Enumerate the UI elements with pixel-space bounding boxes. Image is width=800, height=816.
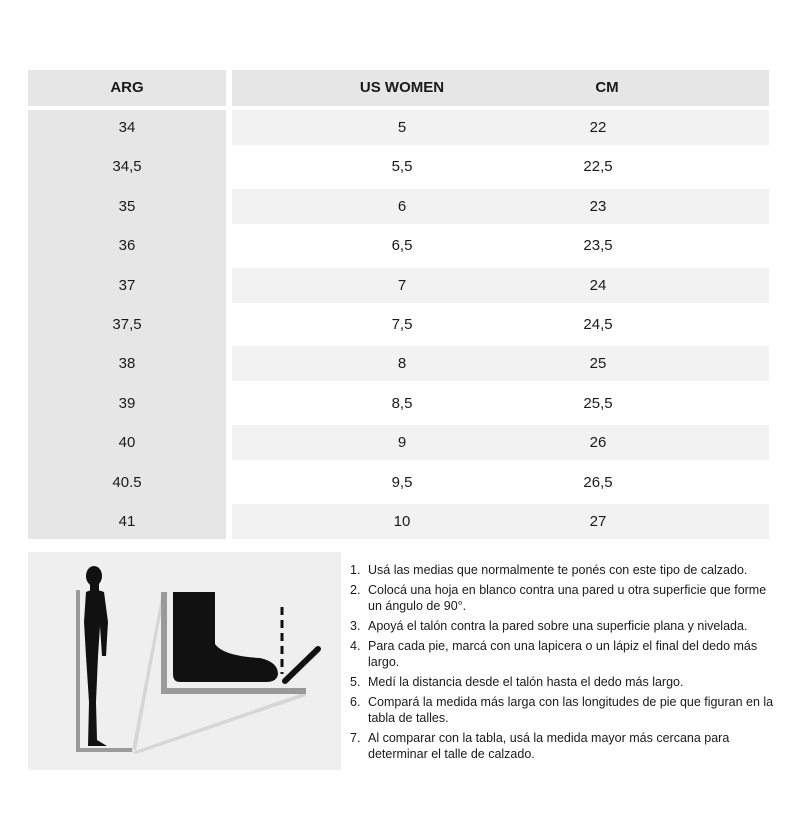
cell-arg: 40 [118, 434, 136, 452]
cell-arg: 41 [118, 513, 136, 530]
cell-cm: 26,5 [583, 473, 613, 491]
instruction-text: Medí la distancia desde el talón hasta el dedo más largo. [368, 675, 684, 689]
table-row [28, 465, 769, 500]
instruction-number: 2. [350, 583, 361, 597]
table-row [28, 386, 769, 421]
row-bg [232, 268, 769, 303]
cell-cm: 25 [589, 355, 607, 373]
cell-us-women: 6 [397, 197, 407, 215]
row-bg [232, 346, 769, 381]
row-bg [232, 110, 769, 145]
cell-arg: 38 [118, 355, 136, 373]
row-bg [232, 228, 769, 263]
cell-us-women: 10 [393, 513, 411, 530]
instruction-item [348, 562, 778, 578]
cell-us-women: 7 [397, 276, 407, 294]
cell-arg: 37 [118, 276, 136, 294]
instruction-text: Compará la medida más larga con las longitudes de pie que figuran en la tabla de talles. [368, 695, 774, 725]
table-row [28, 228, 769, 263]
table-row [28, 346, 769, 381]
row-bg [232, 189, 769, 224]
instruction-number: 4. [350, 639, 361, 653]
row-bg [232, 149, 769, 184]
instruction-item [348, 638, 778, 670]
instructions-list [348, 562, 778, 766]
table-row [28, 149, 769, 184]
header-right [232, 70, 769, 106]
instruction-item [348, 674, 778, 690]
cell-cm: 22,5 [583, 158, 613, 176]
instruction-text: Colocá una hoja en blanco contra una pared u otra superficie que forme un ángulo de 90°. [368, 583, 767, 613]
row-bg [232, 307, 769, 342]
row-bg [232, 465, 769, 500]
instruction-item [348, 618, 778, 634]
table-row [28, 307, 769, 342]
instruction-number: 5. [350, 675, 361, 689]
instruction-number: 1. [350, 563, 361, 577]
header-us-women: US WOMEN [359, 79, 445, 96]
cell-us-women: 5,5 [391, 158, 413, 176]
cell-cm: 23,5 [583, 237, 613, 255]
cell-cm: 26 [589, 434, 607, 452]
cell-cm: 27 [589, 513, 607, 530]
cell-us-women: 7,5 [391, 316, 413, 333]
table-row [28, 268, 769, 303]
instruction-text: Apoyá el talón contra la pared sobre una superficie plana y nivelada. [368, 619, 748, 633]
cell-us-women: 5 [397, 119, 407, 136]
cell-us-women: 6,5 [391, 237, 413, 255]
table-row [28, 110, 769, 145]
cell-arg: 34 [118, 119, 136, 136]
cell-cm: 24,5 [583, 316, 613, 333]
cell-cm: 22 [589, 119, 607, 136]
row-bg [232, 386, 769, 421]
cell-arg: 40.5 [112, 473, 142, 491]
cell-us-women: 9 [397, 434, 407, 452]
instruction-item [348, 582, 778, 614]
cell-arg: 37,5 [112, 316, 142, 333]
cell-arg: 39 [118, 394, 136, 412]
instruction-text: Usá las medias que normalmente te ponés con este tipo de calzado. [368, 563, 748, 577]
foot-measurement-illustration [28, 552, 341, 770]
cell-arg: 36 [118, 237, 136, 255]
measurement-drawing [28, 552, 341, 770]
cell-arg: 35 [118, 197, 136, 215]
row-bg [232, 425, 769, 460]
cell-cm: 23 [589, 197, 607, 215]
cell-cm: 24 [589, 276, 607, 294]
header-cm: CM [595, 79, 619, 96]
table-row [28, 504, 769, 539]
instruction-number: 3. [350, 619, 361, 633]
instruction-text: Al comparar con la tabla, usá la medida mayor más cercana para determinar el talle de calzado. [368, 731, 730, 761]
cell-us-women: 9,5 [391, 473, 413, 491]
table-row [28, 189, 769, 224]
instruction-number: 7. [350, 731, 361, 745]
instruction-item [348, 694, 778, 726]
cell-us-women: 8 [397, 355, 407, 373]
cell-us-women: 8,5 [391, 394, 413, 412]
table-row [28, 425, 769, 460]
instruction-number: 6. [350, 695, 361, 709]
row-bg [232, 504, 769, 539]
cell-cm: 25,5 [583, 394, 613, 412]
header-arg: ARG [28, 70, 226, 106]
instruction-item [348, 730, 778, 762]
cell-arg: 34,5 [112, 158, 142, 176]
instruction-text: Para cada pie, marcá con una lapicera o un lápiz el final del dedo más largo. [368, 639, 758, 669]
